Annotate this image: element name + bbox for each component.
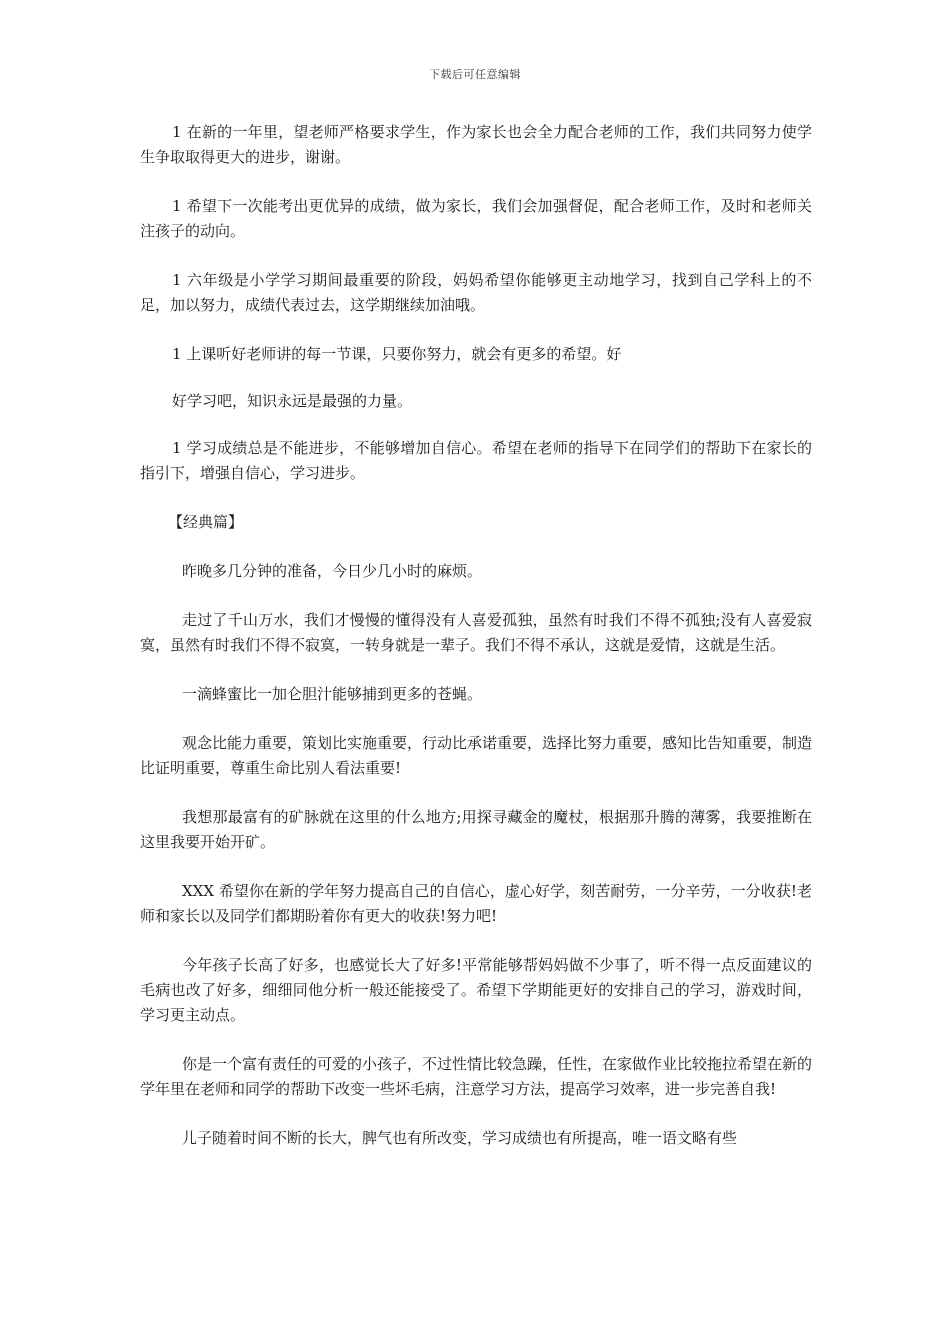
page-header: 下载后可任意编辑	[429, 68, 521, 81]
paragraph-5: 好学习吧，知识永远是最强的力量。	[172, 392, 413, 410]
paragraph-14: 你是一个富有责任的可爱的小孩子，不过性情比较急躁，任性，在家做作业比较拖拉希望在新的学年里在老师和同学的帮助下改变一些坏毛病，注意学习方法，提高学习效率，进一步完善自我!	[140, 1055, 813, 1098]
paragraph-8: 走过了千山万水，我们才慢慢的懂得没有人喜爱孤独，虽然有时我们不得不孤独;没有人喜爱寂寞，虽然有时我们不得不寂寞，一转身就是一辈子。我们不得不承认，这就是爱情，这就是生活。	[140, 611, 812, 654]
paragraph-4: 1 上课听好老师讲的每一节课，只要你努力，就会有更多的希望。好	[172, 345, 622, 363]
paragraph-11: 我想那最富有的矿脉就在这里的什么地方;用探寻藏金的魔杖，根据那升腾的薄雾，我要推断在这里我要开始开矿。	[140, 808, 812, 851]
paragraph-9: 一滴蜂蜜比一加仑胆汁能够捕到更多的苍蝇。	[182, 685, 483, 703]
paragraph-12: XXX 希望你在新的学年努力提高自己的自信心，虚心好学，刻苦耐劳，一分辛劳，一分收获!老师和家长以及同学们都期盼着你有更大的收获!努力吧!	[140, 882, 812, 925]
paragraph-6: 1 学习成绩总是不能进步，不能够增加自信心。希望在老师的指导下在同学们的帮助下在家长的指引下，增强自信心，学习进步。	[140, 439, 812, 482]
paragraph-3: 1 六年级是小学学习期间最重要的阶段，妈妈希望你能够更主动地学习，找到自己学科上的不足，加以努力，成绩代表过去，这学期继续加油哦。	[140, 271, 812, 314]
document-body	[140, 120, 812, 1175]
paragraph-7: 昨晚多几分钟的准备，今日少几小时的麻烦。	[182, 562, 483, 580]
paragraph-1: 1 在新的一年里，望老师严格要求学生，作为家长也会全力配合老师的工作，我们共同努力使学生争取取得更大的进步，谢谢。	[140, 123, 812, 166]
paragraph-2: 1 希望下一次能考出更优异的成绩，做为家长，我们会加强督促，配合老师工作，及时和老师关注孩子的动向。	[140, 197, 812, 240]
section-heading-classic: 【经典篇】	[168, 513, 244, 531]
paragraph-15: 儿子随着时间不断的长大，脾气也有所改变，学习成绩也有所提高，唯一语文略有些	[182, 1129, 738, 1147]
paragraph-13: 今年孩子长高了好多，也感觉长大了好多!平常能够帮妈妈做不少事了，听不得一点反面建议的毛病也改了好多，细细同他分析一般还能接受了。希望下学期能更好的安排自己的学习，游戏时间，学习更主动点。	[140, 956, 812, 1024]
paragraph-10: 观念比能力重要，策划比实施重要，行动比承诺重要，选择比努力重要，感知比告知重要，制造比证明重要，尊重生命比别人看法重要!	[140, 734, 813, 777]
